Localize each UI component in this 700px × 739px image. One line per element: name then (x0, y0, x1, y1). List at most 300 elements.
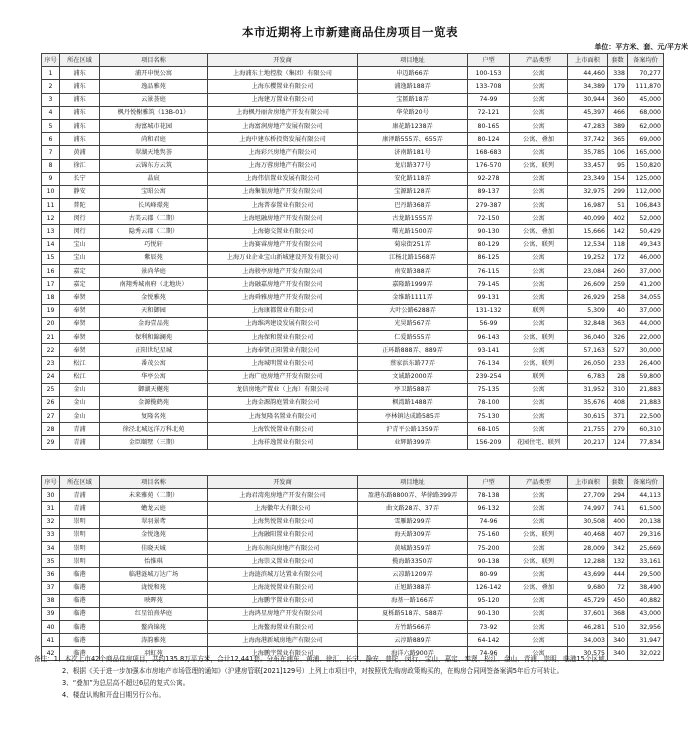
table-cell: 16 (42, 265, 60, 278)
table-cell: 公寓、联列 (510, 357, 568, 370)
table-cell: 77,834 (628, 436, 664, 449)
column-header: 项目名称 (100, 476, 208, 489)
table-cell: 75-130 (468, 410, 510, 423)
table-cell: 21,883 (628, 396, 664, 409)
table-cell: 72 (608, 581, 628, 594)
table-cell: 上海崇义置业有限公司 (208, 555, 358, 568)
table-cell: 7 (42, 146, 60, 159)
table-row (42, 634, 664, 647)
table-cell: 蔡家浜东路77弄 (358, 357, 468, 370)
table-cell: 21,755 (568, 423, 608, 436)
table-cell: 上海骏亭房地产开发有限公司 (208, 265, 358, 278)
table-row (42, 212, 664, 225)
table-cell: 47,283 (568, 119, 608, 132)
table-cell: 78-138 (468, 489, 510, 502)
table-cell: 74,997 (568, 502, 608, 515)
table-cell: 49,343 (628, 238, 664, 251)
table-cell: 68-105 (468, 423, 510, 436)
table-row (42, 119, 664, 132)
table-cell: 盈港东路8800弄、华徐路399弄 (358, 489, 468, 502)
table-cell: 上海德交置业有限公司 (208, 225, 358, 238)
table-cell: 巧悦轩 (100, 238, 208, 251)
table-cell: 业辉路399弄 (358, 436, 468, 449)
table-cell: 95-120 (468, 594, 510, 607)
table-cell: 51 (608, 199, 628, 212)
table-cell: 29 (42, 436, 60, 449)
table-cell: 131-132 (468, 304, 510, 317)
table-cell: 宝匿路18弄 (358, 93, 468, 106)
table-cell: 172 (608, 251, 628, 264)
table-cell: 龙启路377号 (358, 159, 468, 172)
table-cell: 公寓、联列 (510, 330, 568, 343)
table-cell: 上海鸿星房地产开发有限公司 (208, 607, 358, 620)
table-cell: 80-99 (468, 568, 510, 581)
table-cell: 79-145 (468, 278, 510, 291)
table-cell: 公寓、联列 (510, 159, 568, 172)
table-cell: 37,000 (628, 304, 664, 317)
table-cell: 23,349 (568, 172, 608, 185)
column-header: 上市面积 (568, 54, 608, 67)
table-cell: 安化路118弄 (358, 172, 468, 185)
table-cell: 73-92 (468, 621, 510, 634)
column-header: 套数 (608, 476, 628, 489)
table-cell: 临港 (60, 621, 100, 634)
table-cell: 翠羽景鸢 (100, 515, 208, 528)
table-cell: 上海复隆名置业有限公司 (208, 410, 358, 423)
table-cell: 浦东 (60, 67, 100, 80)
table-cell: 70,277 (628, 67, 664, 80)
note-1: 备注：1、本次上市42个商品住房项目，共约135.8万平方米，合计12,441套。分布在浦东、黄浦、徐汇、长宁、静安、普陀、闵行、宝山、嘉定、奉贤、松江、金山、青浦、崇明、临港15个区域。 (34, 655, 612, 663)
table-cell: 126-142 (468, 581, 510, 594)
table-cell: 400 (608, 515, 628, 528)
table-cell: 30 (42, 489, 60, 502)
table-cell: 99-131 (468, 291, 510, 304)
table-cell: 310 (608, 383, 628, 396)
table-cell: 30,615 (568, 410, 608, 423)
table-cell: 公寓 (510, 489, 568, 502)
table-cell: 上海鹏宇置业有限公司 (208, 647, 358, 660)
table-row (42, 185, 664, 198)
table-cell: 41 (42, 634, 60, 647)
table-cell: 363 (608, 317, 628, 330)
project-table-part2 (41, 475, 664, 661)
table-cell: 公寓 (510, 344, 568, 357)
table-cell: 10 (42, 185, 60, 198)
table-cell: 海天路309弄 (358, 528, 468, 541)
table-cell: 浦东 (60, 93, 100, 106)
table-cell: 31,952 (568, 383, 608, 396)
table-cell: 21 (42, 330, 60, 343)
table-cell: 34,003 (568, 634, 608, 647)
table-cell: 150,820 (628, 159, 664, 172)
table-row (42, 199, 664, 212)
table-cell: 蟾龙云庭 (100, 502, 208, 515)
notes-section (34, 653, 674, 701)
table-cell: 济南路181号 (358, 146, 468, 159)
table-cell: 90-130 (468, 607, 510, 620)
table-cell: 444 (608, 568, 628, 581)
table-cell: 38,490 (628, 581, 664, 594)
table-cell: 上海浦东土地控股（集团）有限公司 (208, 67, 358, 80)
table-cell: 古美云郡（二期） (100, 212, 208, 225)
table-cell: 亭林镇达成路585弄 (358, 410, 468, 423)
table-cell: 公寓 (510, 93, 568, 106)
table-cell: 南翔秀城南府（北地块） (100, 278, 208, 291)
table-cell: 上海普泰置业有限公司 (208, 199, 358, 212)
table-cell: 涛韵雅苑 (100, 634, 208, 647)
table-cell: 26,050 (568, 357, 608, 370)
table-cell: 公寓 (510, 594, 568, 607)
table-cell: 4 (42, 106, 60, 119)
table-cell: 69,000 (628, 133, 664, 146)
table-cell: 未来雅苑（二期） (100, 489, 208, 502)
table-row (42, 370, 664, 383)
table-cell: 96-143 (468, 330, 510, 343)
table-cell: 大叶公路6288弄 (358, 304, 468, 317)
table-cell: 曲文路28弄、37弄 (358, 502, 468, 515)
table-row (42, 317, 664, 330)
table-cell: 临港 (60, 607, 100, 620)
note-2: 2、根据《关于进一步加强本市房地产市场管理的通知》（沪建房管联[2021]129号）上列上市项目中，对按照优先购房政策购买的，在购房合同网签备案满5年后方可转让。 (62, 667, 564, 675)
table-cell: 红星铂熹华庭 (100, 607, 208, 620)
table-cell: 保利和錦澜苑 (100, 330, 208, 343)
table-cell: 15,666 (568, 225, 608, 238)
table-cell: 168-683 (468, 146, 510, 159)
table-cell: 上海伟信置业发展有限公司 (208, 172, 358, 185)
table-cell: 夏栎路518弄、588弄 (358, 607, 468, 620)
table-row (42, 594, 664, 607)
table-cell: 上海保和置业有限公司 (208, 330, 358, 343)
table-cell: 106 (608, 146, 628, 159)
table-cell: 3 (42, 93, 60, 106)
table-cell: 浦开申悦公寓 (100, 67, 208, 80)
column-header: 所在区域 (60, 54, 100, 67)
table-cell: 75-200 (468, 541, 510, 554)
table-cell: 曙光路1500弄 (358, 225, 468, 238)
table-cell: 68,000 (628, 106, 664, 119)
table-cell: 29,316 (628, 528, 664, 541)
table-cell: 上海融嘉房地产开发有限公司 (208, 278, 358, 291)
table-cell: 上海建万置业有限公司 (208, 93, 358, 106)
table-cell: 26 (42, 396, 60, 409)
table-cell: 408 (608, 396, 628, 409)
table-cell: 浦逸路188弄 (358, 80, 468, 93)
table-cell: 9 (42, 172, 60, 185)
table-cell: 132 (608, 555, 628, 568)
table-cell: 59,800 (628, 370, 664, 383)
table-cell: 正旭路388弄 (358, 581, 468, 594)
table-row (42, 410, 664, 423)
table-cell: 松江 (60, 357, 100, 370)
table-cell: 741 (608, 502, 628, 515)
table-cell: 371 (608, 410, 628, 423)
page-title: 本市近期将上市新建商品住房项目一览表 (242, 25, 458, 39)
table-cell: 公寓、叠加 (510, 581, 568, 594)
table-cell: 61,500 (628, 502, 664, 515)
table-cell: 44,000 (628, 317, 664, 330)
table-cell: 80-124 (468, 133, 510, 146)
table-cell: 海洋六路900弄 (358, 647, 468, 660)
table-cell: 公寓 (510, 396, 568, 409)
table-cell: 34 (42, 541, 60, 554)
table-row (42, 159, 664, 172)
table-cell: 康花路1238弄 (358, 119, 468, 132)
table-cell: 光昊路567弄 (358, 317, 468, 330)
table-cell: 32,022 (628, 647, 664, 660)
table-cell: 奉贤 (60, 291, 100, 304)
table-cell: 上海东南向房地产有限公司 (208, 541, 358, 554)
table-row (42, 541, 664, 554)
table-cell: 翠湖天地隽荟 (100, 146, 208, 159)
table-row (42, 489, 664, 502)
table-cell: 上海钦悦置业有限公司 (208, 423, 358, 436)
table-cell: 259 (608, 278, 628, 291)
table-row (42, 265, 664, 278)
table-cell: 金源揽鹤苑 (100, 396, 208, 409)
table-row (42, 436, 664, 449)
table-cell: 公寓、联列 (510, 528, 568, 541)
table-cell: 407 (608, 528, 628, 541)
table-cell: 52,000 (628, 212, 664, 225)
table-cell: 花园住宅、联列 (510, 436, 568, 449)
table-cell: 上海城明置业有限公司 (208, 357, 358, 370)
table-cell: 海基一路166弄 (358, 594, 468, 607)
table-cell: 36,040 (568, 330, 608, 343)
column-header: 备案均价 (628, 54, 664, 67)
table-cell: 28 (608, 370, 628, 383)
table-cell: 326 (608, 330, 628, 343)
table-cell: 340 (608, 647, 628, 660)
table-cell: 公寓 (510, 541, 568, 554)
table-cell: 57,163 (568, 344, 608, 357)
table-row (42, 133, 664, 146)
column-header: 项目地址 (358, 54, 468, 67)
table-cell: 26,400 (628, 357, 664, 370)
table-cell: 27,709 (568, 489, 608, 502)
table-cell: 上海万业企业宝山新城建设开发有限公司 (208, 251, 358, 264)
table-row (42, 568, 664, 581)
table-cell: 33,457 (568, 159, 608, 172)
table-cell: 20,217 (568, 436, 608, 449)
table-cell: 上海康都置业有限公司 (208, 304, 358, 317)
column-header: 上市面积 (568, 476, 608, 489)
table-cell: 仁爱路555弄 (358, 330, 468, 343)
table-cell: 联列 (510, 304, 568, 317)
table-cell: 86-125 (468, 251, 510, 264)
table-row (42, 146, 664, 159)
table-cell: 179 (608, 80, 628, 93)
table-row (42, 291, 664, 304)
table-cell: 338 (608, 67, 628, 80)
table-cell: 浦东 (60, 119, 100, 132)
table-cell: 76-134 (468, 357, 510, 370)
table-cell: 118 (608, 238, 628, 251)
table-cell: 宝山 (60, 238, 100, 251)
table-cell: 294 (608, 489, 628, 502)
table-cell: 菊泉街251弄 (358, 238, 468, 251)
table-cell: 12 (42, 212, 60, 225)
table-cell: 上海中建东桥投资发展有限公司 (208, 133, 358, 146)
table-row (42, 396, 664, 409)
table-cell: 松江 (60, 370, 100, 383)
table-cell: 12,288 (568, 555, 608, 568)
column-header: 户型 (468, 54, 510, 67)
table-header-row (42, 476, 664, 489)
table-body (42, 67, 664, 449)
table-cell: 74-96 (468, 515, 510, 528)
table-cell: 上海徽年大有限公司 (208, 502, 358, 515)
column-header: 户型 (468, 476, 510, 489)
table-cell: 176-570 (468, 159, 510, 172)
table-cell: 76-115 (468, 265, 510, 278)
table-cell: 徐泾北城远洋万科北苑 (100, 423, 208, 436)
table-cell: 44,460 (568, 67, 608, 80)
table-cell: 42 (42, 647, 60, 660)
table-cell: 嘉定 (60, 278, 100, 291)
table-cell: 上海隽悦置业有限公司 (208, 515, 358, 528)
table-cell: 6 (42, 133, 60, 146)
table-cell: 上海维鸿建设发展有限公司 (208, 317, 358, 330)
table-cell: 35,676 (568, 396, 608, 409)
table-row (42, 581, 664, 594)
table-cell: 124 (608, 436, 628, 449)
table-body (42, 489, 664, 660)
table-cell: 40 (42, 621, 60, 634)
table-cell: 上海君湾苑房地产开发有限公司 (208, 489, 358, 502)
table-cell: 复隆名苑 (100, 410, 208, 423)
table-cell: 华荣路20号 (358, 106, 468, 119)
table-cell: 静安 (60, 185, 100, 198)
table-cell: 黄浦 (60, 146, 100, 159)
table-cell: 80-129 (468, 238, 510, 251)
table-cell: 公寓 (510, 423, 568, 436)
table-cell: 龙信房地产置业（上海）有限公司 (208, 383, 358, 396)
table-cell: 50,429 (628, 225, 664, 238)
table-cell: 527 (608, 344, 628, 357)
table-cell: 上海万蓉房地产有限公司 (208, 159, 358, 172)
table-row (42, 344, 664, 357)
table-cell: 正环路888弄、889弄 (358, 344, 468, 357)
table-cell: 30,944 (568, 93, 608, 106)
table-cell: 晶宸 (100, 172, 208, 185)
table-cell: 22,000 (628, 330, 664, 343)
table-cell: 华亭公寓 (100, 370, 208, 383)
table-cell: 233 (608, 357, 628, 370)
table-cell: 番茂公寓 (100, 357, 208, 370)
table-cell: 80-165 (468, 119, 510, 132)
table-cell: 崇明 (60, 555, 100, 568)
table-cell: 35 (42, 555, 60, 568)
table-cell: 112,000 (628, 185, 664, 198)
table-cell: 33 (42, 528, 60, 541)
table-cell: 南安路388弄 (358, 265, 468, 278)
table-cell: 22,500 (628, 410, 664, 423)
table-cell: 18 (42, 291, 60, 304)
table-cell: 78-100 (468, 396, 510, 409)
table-cell: 64-142 (468, 634, 510, 647)
table-cell: 临港 (60, 568, 100, 581)
table-cell: 90-138 (468, 555, 510, 568)
table-cell: 公寓、联列 (510, 238, 568, 251)
table-cell: 56-99 (468, 317, 510, 330)
table-cell: 37,000 (628, 265, 664, 278)
table-cell: 43,000 (628, 607, 664, 620)
table-cell: 279-387 (468, 199, 510, 212)
table-cell: 公寓 (510, 278, 568, 291)
table-cell: 402 (608, 212, 628, 225)
table-cell: 44,113 (628, 489, 664, 502)
table-cell: 康泽路555弄、655弄 (358, 133, 468, 146)
table-cell: 宝源路128弄 (358, 185, 468, 198)
table-cell: 金山 (60, 383, 100, 396)
table-cell: 389 (608, 119, 628, 132)
table-cell: 368 (608, 607, 628, 620)
table-cell: 联列 (510, 370, 568, 383)
table-cell: 亭卫路588弄 (358, 383, 468, 396)
table-cell: 74-96 (468, 647, 510, 660)
table-row (42, 278, 664, 291)
table-cell: 40,468 (568, 528, 608, 541)
table-cell: 长宁 (60, 172, 100, 185)
table-cell: 临港 (60, 647, 100, 660)
table-cell: 111,870 (628, 80, 664, 93)
table-cell: 金悦雅苑 (100, 291, 208, 304)
table-row (42, 225, 664, 238)
table-cell: 公寓 (510, 410, 568, 423)
table-cell: 60,310 (628, 423, 664, 436)
table-cell: 青浦 (60, 489, 100, 502)
column-header: 产品类型 (510, 54, 568, 67)
table-cell: 临港 (60, 594, 100, 607)
table-cell: 41,200 (628, 278, 664, 291)
table-cell: 公寓 (510, 291, 568, 304)
table-cell: 枫湾路1488弄 (358, 396, 468, 409)
table-cell: 35,785 (568, 146, 608, 159)
table-cell: 云凉路1209弄 (358, 568, 468, 581)
column-header: 开发商 (208, 476, 358, 489)
table-cell: 27 (42, 410, 60, 423)
column-header: 所在区域 (60, 476, 100, 489)
table-cell: 39 (42, 607, 60, 620)
table-cell: 宝山 (60, 251, 100, 264)
table-row (42, 330, 664, 343)
table-cell: 嘉定 (60, 265, 100, 278)
table-cell: 羽虹苑 (100, 647, 208, 660)
table-cell: 12,534 (568, 238, 608, 251)
table-cell: 紫辰苑 (100, 251, 208, 264)
table-cell: 21,883 (628, 383, 664, 396)
table-cell: 16,987 (568, 199, 608, 212)
table-cell: 上海金源韵庭置业有限公司 (208, 396, 358, 409)
table-cell: 正阳世纪星城 (100, 344, 208, 357)
table-cell: 青浦 (60, 436, 100, 449)
table-cell: 154 (608, 172, 628, 185)
table-cell: 公寓、叠加 (510, 225, 568, 238)
table-cell: 公寓、联列 (510, 555, 568, 568)
unit-label: 单位：平方米、套、元/平方米 (594, 43, 688, 51)
table-cell: 泷悦和苑 (100, 581, 208, 594)
column-header: 套数 (608, 54, 628, 67)
table-cell: 133-708 (468, 80, 510, 93)
table-cell: 30,000 (628, 344, 664, 357)
table-cell: 方竹路566弄 (358, 621, 468, 634)
table-row (42, 172, 664, 185)
table-cell: 15 (42, 251, 60, 264)
table-cell: 34,389 (568, 80, 608, 93)
table-cell: 上海涟滨城万达置业有限公司 (208, 568, 358, 581)
table-cell: 100-153 (468, 67, 510, 80)
table-cell: 260 (608, 265, 628, 278)
